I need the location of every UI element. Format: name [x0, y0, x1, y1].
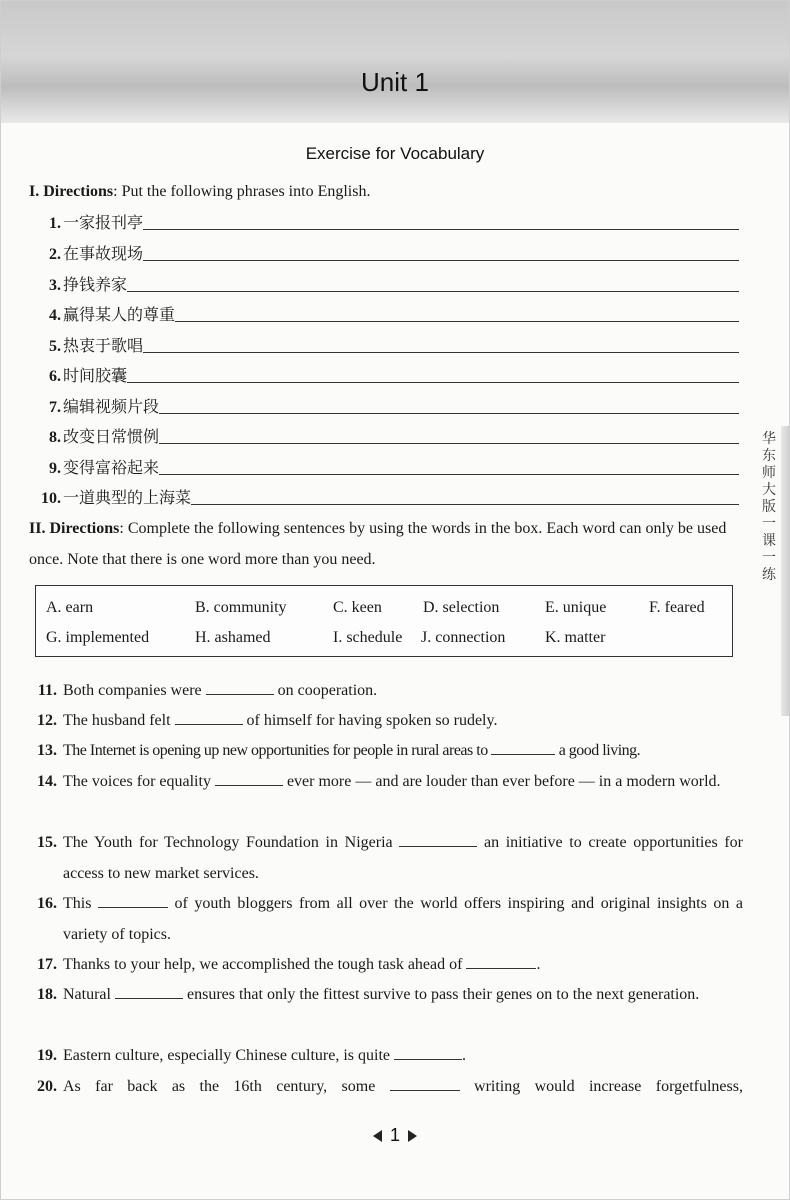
answer-blank[interactable] [491, 740, 555, 755]
question-item [29, 949, 743, 980]
question-number: 20. [37, 1078, 57, 1095]
item-number: 5. [49, 338, 61, 355]
answer-blank[interactable] [394, 1045, 462, 1060]
item-number: 9. [49, 460, 61, 477]
question-text: . [536, 956, 541, 973]
question-number: 18. [37, 986, 57, 1003]
question-number: 12. [37, 712, 57, 729]
question-item [29, 1071, 743, 1102]
triangle-left-icon [373, 1130, 382, 1142]
answer-blank[interactable] [175, 710, 243, 725]
word-option: G. implemented [46, 629, 150, 646]
phrase-row [33, 303, 739, 325]
question-number: 14. [37, 773, 57, 790]
question-item [29, 735, 743, 766]
question-text: ever more — and are louder than ever before — in a modern world. [282, 773, 721, 790]
answer-blank[interactable] [466, 954, 536, 969]
phrase-row [33, 395, 739, 417]
phrase-row [33, 486, 739, 508]
page-number-nav [1, 1125, 789, 1146]
phrase-text: 热衷于歌唱 [63, 338, 144, 355]
answer-line[interactable] [159, 443, 739, 444]
question-number: 15. [37, 834, 57, 851]
word-option: A. earn [46, 599, 94, 616]
section2-directions [29, 513, 744, 575]
answer-line[interactable] [127, 291, 739, 292]
question-item [29, 675, 743, 706]
item-number: 10. [41, 490, 61, 507]
question-item [29, 766, 743, 797]
question-number: 17. [37, 956, 57, 973]
answer-line[interactable] [143, 229, 739, 230]
section1-directions [29, 176, 370, 207]
question-text: This [63, 895, 98, 912]
word-option: J. connection [421, 629, 506, 646]
answer-blank[interactable] [98, 893, 168, 908]
question-text: Thanks to your help, we accomplished the tough task ahead of [63, 956, 467, 973]
word-option: I. schedule [333, 629, 403, 646]
question-number: 13. [37, 742, 57, 759]
question-number: 19. [37, 1047, 57, 1064]
phrase-row [33, 242, 739, 264]
unit-title: Unit 1 [361, 67, 429, 97]
exercise-title: Exercise for Vocabulary [305, 144, 485, 163]
phrase-text: 编辑视频片段 [63, 399, 160, 416]
phrase-text: 赢得某人的尊重 [63, 307, 176, 324]
question-number: 11. [37, 682, 57, 699]
answer-blank[interactable] [390, 1076, 460, 1091]
phrase-row [33, 364, 739, 386]
question-item [29, 705, 743, 736]
word-option: B. community [195, 599, 287, 616]
phrase-text: 一家报刊亭 [63, 215, 144, 232]
question-text: As far back as the 16th century, some [63, 1078, 390, 1095]
word-option: D. selection [423, 599, 500, 616]
word-option: C. keen [333, 599, 382, 616]
word-option: K. matter [545, 629, 606, 646]
question-item [29, 888, 743, 950]
header-band [1, 1, 789, 123]
phrase-row [33, 456, 739, 478]
question-text: a good living. [555, 742, 641, 759]
item-number: 8. [49, 429, 61, 446]
question-text: The Youth for Technology Foundation in Nigeria [63, 834, 400, 851]
phrase-text: 一道典型的上海菜 [63, 490, 192, 507]
question-text: of himself for having spoken so rudely. [242, 712, 498, 729]
answer-line[interactable] [159, 413, 739, 414]
question-number: 16. [37, 895, 57, 912]
item-number: 6. [49, 368, 61, 385]
answer-blank[interactable] [399, 832, 477, 847]
item-number: 1. [49, 215, 61, 232]
answer-line[interactable] [127, 382, 739, 383]
section2-text: : Complete the following sentences by using the words in the box. Each word can only be used once. Note that there is one word more than you need. [29, 520, 727, 568]
answer-blank[interactable] [115, 984, 183, 999]
answer-blank[interactable] [215, 771, 283, 786]
section2-label: II. Directions [29, 520, 120, 537]
question-text: Natural [63, 986, 115, 1003]
phrase-row [33, 425, 739, 447]
answer-line[interactable] [175, 321, 739, 322]
item-number: 7. [49, 399, 61, 416]
answer-line[interactable] [191, 504, 739, 505]
question-item [29, 979, 743, 1010]
word-box [35, 585, 733, 657]
side-margin-strip [781, 426, 789, 716]
item-number: 2. [49, 246, 61, 263]
question-text: . [462, 1047, 466, 1064]
question-text: The voices for equality [63, 773, 215, 790]
question-text: The Internet is opening up new opportunities for people in rural areas to [63, 742, 492, 759]
phrase-text: 在事故现场 [63, 246, 144, 263]
section1-label: I. Directions [29, 183, 114, 200]
section1-text: : Put the following phrases into English. [113, 183, 371, 200]
answer-line[interactable] [143, 352, 739, 353]
phrase-text: 改变日常惯例 [63, 429, 160, 446]
question-text: on cooperation. [273, 682, 378, 699]
question-text: an initiative to create opportunities for access to new market services. [63, 834, 743, 882]
triangle-right-icon [408, 1130, 417, 1142]
question-text: The husband felt [63, 712, 175, 729]
phrase-row [33, 211, 739, 233]
question-text: of youth bloggers from all over the world offers inspiring and original insights on a variety of topics. [63, 895, 743, 943]
item-number: 4. [49, 307, 61, 324]
item-number: 3. [49, 277, 61, 294]
question-item [29, 827, 743, 889]
word-option: H. ashamed [195, 629, 271, 646]
phrase-text: 挣钱养家 [63, 277, 128, 294]
side-label: 华东师大版一课一练 [762, 431, 776, 583]
question-text: Eastern culture, especially Chinese culture, is quite [63, 1047, 394, 1064]
question-text: Both companies were [63, 682, 206, 699]
answer-line[interactable] [143, 260, 739, 261]
phrase-row [33, 334, 739, 356]
word-option: F. feared [649, 599, 705, 616]
answer-blank[interactable] [206, 680, 274, 695]
question-text: writing would increase forgetfulness, [459, 1078, 743, 1095]
page-number: 1 [389, 1125, 400, 1145]
answer-line[interactable] [159, 474, 739, 475]
word-option: E. unique [545, 599, 607, 616]
phrase-row [33, 273, 739, 295]
question-text: ensures that only the fittest survive to pass their genes on to the next generation. [182, 986, 700, 1003]
phrase-text: 变得富裕起来 [63, 460, 160, 477]
question-item [29, 1040, 743, 1071]
phrase-text: 时间胶囊 [63, 368, 128, 385]
